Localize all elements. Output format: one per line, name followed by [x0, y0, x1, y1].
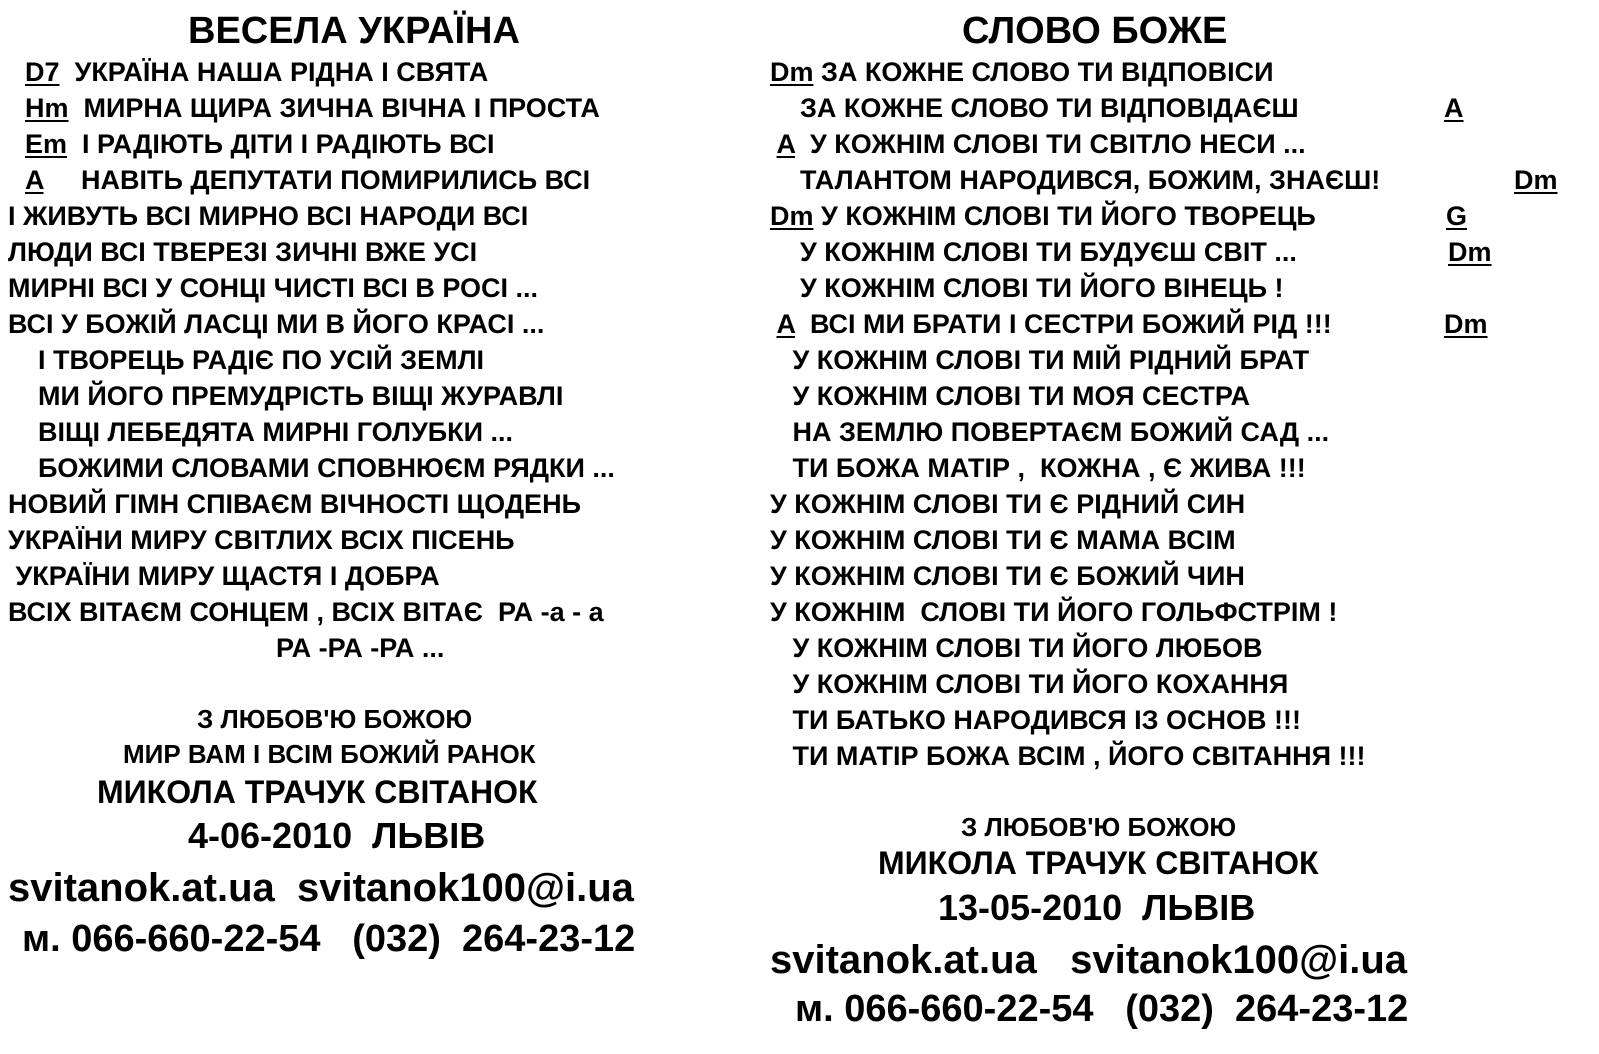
left-lyric-text: МИ ЙОГО ПРЕМУДРІСТЬ ВІЩІ ЖУРАВЛІ [8, 381, 564, 411]
right-lyric-text: ТАЛАНТОМ НАРОДИВСЯ, БОЖИМ, ЗНАЄШ! [770, 165, 1381, 195]
left-lyric-line [8, 491, 581, 518]
right-lyric-text: ТИ БАТЬКО НАРОДИВСЯ ІЗ ОСНОВ !!! [770, 705, 1302, 735]
right-lyric-line [770, 599, 1337, 626]
right-lyric-text: У КОЖНІМ СЛОВІ ТИ МОЯ СЕСТРА [770, 381, 1251, 411]
right-lyric-text: У КОЖНІМ СЛОВІ ТИ ЙОГО ЛЮБОВ [770, 633, 1263, 663]
left-lyric-line [8, 383, 563, 410]
left-lyric-line [8, 347, 484, 374]
right-lyric-end-chord: Dm [1448, 237, 1492, 267]
left-lyric-line [8, 239, 477, 266]
left-lyric-text: І ЖИВУТЬ ВСІ МИРНО ВСІ НАРОДИ ВСІ [8, 201, 529, 231]
right-lyric-line [770, 671, 1288, 698]
left-lyric-text: УКРАЇНИ МИРУ ЩАСТЯ І ДОБРА [8, 561, 440, 591]
right-signature-phone: м. 066-660-22-54 (032) 264-23-12 [795, 988, 1409, 1030]
right-lyric-text: ТИ МАТІР БОЖА ВСІМ , ЙОГО СВІТАННЯ !!! [770, 741, 1366, 771]
right-lyric-text: НА ЗЕМЛЮ ПОВЕРТАЄМ БОЖИЙ САД ... [770, 417, 1330, 447]
left-lyric-line [8, 527, 515, 554]
right-lyric-chord: A [776, 309, 795, 339]
left-lyric-line [8, 275, 538, 302]
right-lyric-text: У КОЖНІМ СЛОВІ ТИ ЙОГО ГОЛЬФСТРІМ ! [770, 597, 1338, 627]
right-lyric-line [770, 527, 1236, 554]
left-lyric-chord: D7 [25, 57, 60, 87]
right-lyric-line [770, 419, 1329, 446]
left-lyric-text: БОЖИМИ СЛОВАМИ СПОВНЮЄМ РЯДКИ ... [8, 453, 615, 483]
left-lyric-line [25, 95, 600, 122]
left-lyric-chord: Hm [25, 93, 69, 123]
right-lyric-line [770, 239, 1297, 266]
left-lyric-line [276, 635, 444, 662]
right-lyric-text: У КОЖНІМ СЛОВІ ТИ Є РІДНИЙ СИН [770, 489, 1246, 519]
right-lyric-line [770, 203, 1316, 230]
left-signature-wish: МИР ВАМ І ВСІМ БОЖИЙ РАНОК [123, 739, 536, 769]
left-lyric-line [8, 311, 544, 338]
right-lyric-text: У КОЖНІМ СЛОВІ ТИ ЙОГО ТВОРЕЦЬ [813, 201, 1316, 231]
right-lyric-line [770, 167, 1380, 194]
left-signature-author: МИКОЛА ТРАЧУК СВІТАНОК [97, 774, 538, 810]
left-lyric-text: ВІЩІ ЛЕБЕДЯТА МИРНІ ГОЛУБКИ ... [8, 417, 514, 447]
right-signature-greeting: З ЛЮБОВ'Ю БОЖОЮ [961, 812, 1237, 842]
right-signature-web: svitanok.at.ua svitanok100@i.ua [770, 938, 1408, 982]
right-lyric-text: ТИ БОЖА МАТІР , КОЖНА , Є ЖИВА !!! [770, 453, 1306, 483]
left-lyric-text: ВСІХ ВІТАЄМ СОНЦЕМ , ВСІХ ВІТАЄ РА -а - а [8, 597, 604, 627]
right-lyric-end-chord: Dm [1444, 309, 1488, 339]
right-lyric-text: У КОЖНІМ СЛОВІ ТИ СВІТЛО НЕСИ ... [795, 129, 1306, 159]
right-lyric-text: У КОЖНІМ СЛОВІ ТИ ЙОГО ВІНЕЦЬ ! [770, 273, 1284, 303]
left-lyric-line [8, 563, 440, 590]
right-lyric-end-chord: G [1446, 201, 1468, 231]
left-lyric-text: РА -РА -РА ... [276, 633, 445, 663]
right-lyric-line [770, 311, 1332, 338]
right-lyric-line [770, 95, 1299, 122]
left-lyric-chord: A [25, 165, 44, 195]
right-song-title: СЛОВО БОЖЕ [962, 10, 1228, 52]
left-signature-phone: м. 066-660-22-54 (032) 264-23-12 [22, 918, 636, 960]
right-lyric-line [770, 455, 1306, 482]
right-lyric-chord: Dm [770, 57, 814, 87]
right-lyric-text: У КОЖНІМ СЛОВІ ТИ МІЙ РІДНИЙ БРАТ [770, 345, 1310, 375]
right-lyric-text: У КОЖНІМ СЛОВІ ТИ БУДУЄШ СВІТ ... [770, 237, 1297, 267]
right-lyric-text: ЗА КОЖНЕ СЛОВО ТИ ВІДПОВІДАЄШ [770, 93, 1299, 123]
right-lyric-line [770, 59, 1274, 86]
left-lyric-text: МИРНІ ВСІ У СОНЦІ ЧИСТІ ВСІ В РОСІ ... [8, 273, 539, 303]
right-signature-author: МИКОЛА ТРАЧУК СВІТАНОК [878, 845, 1319, 881]
right-lyric-text: ЗА КОЖНЕ СЛОВО ТИ ВІДПОВІСИ [813, 57, 1274, 87]
left-lyric-line [25, 167, 590, 194]
left-lyric-text: УКРАЇНА НАША РІДНА І СВЯТА [59, 57, 489, 87]
left-lyric-line [25, 131, 495, 158]
left-lyric-line [8, 203, 528, 230]
right-lyric-chord: Dm [770, 201, 814, 231]
right-lyric-text: У КОЖНІМ СЛОВІ ТИ ЙОГО КОХАННЯ [770, 669, 1289, 699]
right-lyric-line [770, 563, 1245, 590]
left-lyric-text: НАВІТЬ ДЕПУТАТИ ПОМИРИЛИСЬ ВСІ [43, 165, 591, 195]
left-signature-web: svitanok.at.ua svitanok100@i.ua [8, 866, 634, 910]
right-lyric-end-chord: A [1444, 93, 1464, 123]
left-lyric-line [8, 599, 604, 626]
right-lyric-chord: A [776, 129, 795, 159]
left-lyric-text: ВСІ У БОЖІЙ ЛАСЦІ МИ В ЙОГО КРАСІ ... [8, 309, 545, 339]
right-lyric-line [770, 491, 1245, 518]
right-lyric-line [770, 743, 1366, 770]
right-lyric-text: У КОЖНІМ СЛОВІ ТИ Є БОЖИЙ ЧИН [770, 561, 1245, 591]
left-signature-greeting: З ЛЮБОВ'Ю БОЖОЮ [197, 704, 473, 734]
right-lyric-line [770, 131, 1306, 158]
right-lyric-line [770, 347, 1309, 374]
left-lyric-line [8, 455, 615, 482]
right-lyric-line [770, 275, 1284, 302]
left-lyric-text: МИРНА ЩИРА ЗИЧНА ВІЧНА І ПРОСТА [68, 93, 600, 123]
right-lyric-text: У КОЖНІМ СЛОВІ ТИ Є МАМА ВСІМ [770, 525, 1236, 555]
left-lyric-text: І РАДІЮТЬ ДІТИ І РАДІЮТЬ ВСІ [67, 129, 495, 159]
right-lyric-line [770, 707, 1301, 734]
left-lyric-line [8, 419, 513, 446]
left-signature-date: 4-06-2010 ЛЬВІВ [188, 815, 486, 856]
left-lyric-text: ЛЮДИ ВСІ ТВЕРЕЗІ ЗИЧНІ ВЖЕ УСІ [8, 237, 478, 267]
right-lyric-line [770, 383, 1250, 410]
right-lyric-line [770, 635, 1263, 662]
left-lyric-text: НОВИЙ ГІМН СПІВАЄМ ВІЧНОСТІ ЩОДЕНЬ [8, 489, 581, 519]
left-lyric-chord: Em [25, 129, 68, 159]
left-lyric-text: УКРАЇНИ МИРУ СВІТЛИХ ВСІХ ПІСЕНЬ [8, 525, 515, 555]
left-song-title: ВЕСЕЛА УКРАЇНА [188, 10, 520, 52]
left-lyric-text: І ТВОРЕЦЬ РАДІЄ ПО УСІЙ ЗЕМЛІ [8, 345, 485, 375]
right-lyric-end-chord: Dm [1514, 165, 1558, 195]
right-lyric-text: ВСІ МИ БРАТИ І СЕСТРИ БОЖИЙ РІД !!! [795, 309, 1332, 339]
left-lyric-line [25, 59, 488, 86]
right-signature-date: 13-05-2010 ЛЬВІВ [938, 887, 1256, 928]
